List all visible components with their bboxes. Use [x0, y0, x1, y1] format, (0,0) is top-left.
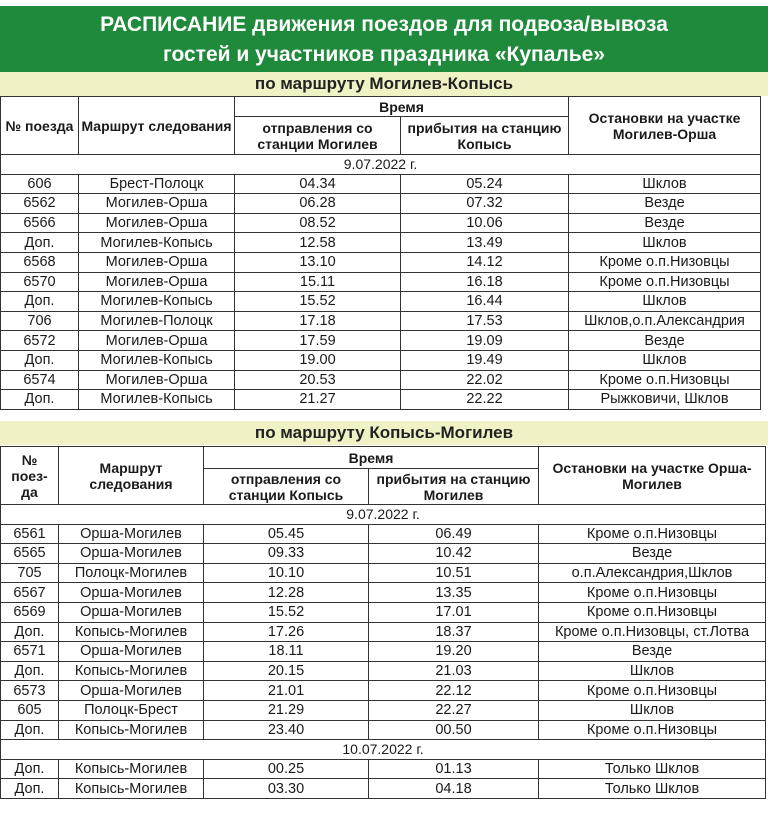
- arrival-cell: 17.53: [401, 311, 569, 331]
- stops-cell: Везде: [569, 213, 761, 233]
- table-row: [1, 583, 766, 603]
- date-row: 9.07.2022 г.: [1, 505, 766, 525]
- departure-cell: 21.27: [235, 390, 401, 410]
- route-cell: Могилев-Орша: [79, 194, 235, 214]
- arrival-cell: 18.37: [369, 622, 539, 642]
- arrival-cell: 17.01: [369, 602, 539, 622]
- route-cell: Могилев-Копысь: [79, 292, 235, 312]
- train-number-cell: 705: [1, 563, 59, 583]
- departure-cell: 08.52: [235, 213, 401, 233]
- stops-cell: Шклов: [539, 661, 766, 681]
- header-stops: Остановки на участке Орша-Могилев: [539, 447, 766, 505]
- arrival-cell: 22.22: [401, 390, 569, 410]
- table-row: [1, 524, 766, 544]
- table-row: [1, 292, 761, 312]
- table-row: [1, 350, 761, 370]
- departure-cell: 20.15: [204, 661, 369, 681]
- arrival-cell: 05.24: [401, 174, 569, 194]
- departure-cell: 20.53: [235, 370, 401, 390]
- stops-cell: Кроме о.п.Низовцы: [539, 681, 766, 701]
- train-number-cell: 6562: [1, 194, 79, 214]
- train-number-cell: 6569: [1, 602, 59, 622]
- stops-cell: Кроме о.п.Низовцы: [539, 602, 766, 622]
- header-route: Маршрут следования: [59, 447, 204, 505]
- arrival-cell: 10.06: [401, 213, 569, 233]
- table-row: [1, 370, 761, 390]
- departure-cell: 18.11: [204, 642, 369, 662]
- table-row: [1, 681, 766, 701]
- stops-cell: Везде: [539, 642, 766, 662]
- arrival-cell: 06.49: [369, 524, 539, 544]
- route-cell: Брест-Полоцк: [79, 174, 235, 194]
- arrival-cell: 01.13: [369, 759, 539, 779]
- train-number-cell: 6572: [1, 331, 79, 351]
- train-number-cell: 606: [1, 174, 79, 194]
- train-number-cell: Доп.: [1, 292, 79, 312]
- arrival-cell: 07.32: [401, 194, 569, 214]
- arrival-cell: 13.49: [401, 233, 569, 253]
- stops-cell: Кроме о.п.Низовцы: [569, 272, 761, 292]
- stops-cell: Рыжковичи, Шклов: [569, 390, 761, 410]
- table-row: [1, 700, 766, 720]
- departure-cell: 00.25: [204, 759, 369, 779]
- stops-cell: Шклов: [569, 233, 761, 253]
- departure-cell: 13.10: [235, 252, 401, 272]
- stops-cell: Только Шклов: [539, 759, 766, 779]
- route-cell: Могилев-Полоцк: [79, 311, 235, 331]
- departure-cell: 15.11: [235, 272, 401, 292]
- table-row: [1, 311, 761, 331]
- stops-cell: Кроме о.п.Низовцы: [539, 583, 766, 603]
- table-row: [1, 759, 766, 779]
- train-number-cell: Доп.: [1, 661, 59, 681]
- departure-cell: 03.30: [204, 779, 369, 799]
- departure-cell: 19.00: [235, 350, 401, 370]
- table-row: [1, 563, 766, 583]
- stops-cell: Кроме о.п.Низовцы: [539, 720, 766, 740]
- departure-cell: 09.33: [204, 544, 369, 564]
- route-cell: Орша-Могилев: [59, 524, 204, 544]
- route-cell: Орша-Могилев: [59, 602, 204, 622]
- departure-cell: 04.34: [235, 174, 401, 194]
- stops-cell: Шклов: [569, 292, 761, 312]
- route-cell: Копысь-Могилев: [59, 759, 204, 779]
- stops-cell: Везде: [569, 194, 761, 214]
- train-number-cell: Доп.: [1, 720, 59, 740]
- train-number-cell: 6570: [1, 272, 79, 292]
- stops-cell: Шклов: [539, 700, 766, 720]
- route-cell: Копысь-Могилев: [59, 720, 204, 740]
- stops-cell: Шклов: [569, 174, 761, 194]
- table-row: [1, 194, 761, 214]
- table-row: [1, 622, 766, 642]
- table-row: [1, 233, 761, 253]
- arrival-cell: 16.44: [401, 292, 569, 312]
- route-cell: Полоцк-Брест: [59, 700, 204, 720]
- header-arrival: прибытия на станцию Могилев: [369, 469, 539, 505]
- header-route: Маршрут следования: [79, 97, 235, 155]
- departure-cell: 12.58: [235, 233, 401, 253]
- train-number-cell: 6565: [1, 544, 59, 564]
- header-number: № поез- да: [1, 447, 59, 505]
- train-number-cell: Доп.: [1, 233, 79, 253]
- route-cell: Копысь-Могилев: [59, 779, 204, 799]
- train-number-cell: 6571: [1, 642, 59, 662]
- route-title-mogilev-kopys: по маршруту Могилев-Копысь: [0, 72, 768, 96]
- departure-cell: 23.40: [204, 720, 369, 740]
- table-row: [1, 602, 766, 622]
- departure-cell: 17.59: [235, 331, 401, 351]
- route-cell: Могилев-Орша: [79, 272, 235, 292]
- train-number-cell: 6568: [1, 252, 79, 272]
- arrival-cell: 22.12: [369, 681, 539, 701]
- arrival-cell: 19.09: [401, 331, 569, 351]
- date-row: [1, 740, 766, 760]
- arrival-cell: 13.35: [369, 583, 539, 603]
- departure-cell: 15.52: [235, 292, 401, 312]
- train-number-cell: Доп.: [1, 779, 59, 799]
- table-row: [1, 252, 761, 272]
- stops-cell: Шклов: [569, 350, 761, 370]
- date-cell: 10.07.2022 г.: [1, 740, 766, 760]
- route-cell: Могилев-Орша: [79, 213, 235, 233]
- train-number-cell: 6567: [1, 583, 59, 603]
- arrival-cell: 04.18: [369, 779, 539, 799]
- header-time: Время: [235, 97, 569, 117]
- arrival-cell: 21.03: [369, 661, 539, 681]
- departure-cell: 06.28: [235, 194, 401, 214]
- arrival-cell: 19.20: [369, 642, 539, 662]
- table-row: [1, 779, 766, 799]
- header-departure: отправления со станции Могилев: [235, 117, 401, 155]
- table-row: [1, 331, 761, 351]
- arrival-cell: 00.50: [369, 720, 539, 740]
- schedule-title: [0, 6, 768, 72]
- departure-cell: 05.45: [204, 524, 369, 544]
- stops-cell: о.п.Александрия,Шклов: [539, 563, 766, 583]
- route-cell: Полоцк-Могилев: [59, 563, 204, 583]
- departure-cell: 12.28: [204, 583, 369, 603]
- departure-cell: 21.01: [204, 681, 369, 701]
- table-row: [1, 272, 761, 292]
- stops-cell: Шклов,о.п.Александрия: [569, 311, 761, 331]
- table-row: [1, 642, 766, 662]
- title-line-2: гостей и участников праздника «Купалье»: [162, 43, 606, 66]
- table-row: [1, 661, 766, 681]
- route-cell: Копысь-Могилев: [59, 661, 204, 681]
- route-cell: Могилев-Копысь: [79, 233, 235, 253]
- arrival-cell: 14.12: [401, 252, 569, 272]
- stops-cell: Только Шклов: [539, 779, 766, 799]
- departure-cell: 10.10: [204, 563, 369, 583]
- stops-cell: Кроме о.п.Низовцы: [569, 252, 761, 272]
- header-time: Время: [204, 447, 539, 469]
- stops-cell: Кроме о.п.Низовцы: [539, 524, 766, 544]
- departure-cell: 17.26: [204, 622, 369, 642]
- table-row: [1, 390, 761, 410]
- stops-cell: Везде: [539, 544, 766, 564]
- route-cell: Могилев-Копысь: [79, 350, 235, 370]
- schedule-table-mogilev-kopys: [0, 96, 761, 410]
- train-number-cell: Доп.: [1, 759, 59, 779]
- train-number-cell: 6566: [1, 213, 79, 233]
- route-cell: Могилев-Орша: [79, 370, 235, 390]
- departure-cell: 15.52: [204, 602, 369, 622]
- train-number-cell: 6561: [1, 524, 59, 544]
- train-number-cell: 706: [1, 311, 79, 331]
- train-number-cell: Доп.: [1, 390, 79, 410]
- route-cell: Могилев-Орша: [79, 252, 235, 272]
- header-stops: Остановки на участке Могилев-Орша: [569, 97, 761, 155]
- stops-cell: Кроме о.п.Низовцы: [569, 370, 761, 390]
- train-number-cell: Доп.: [1, 350, 79, 370]
- route-cell: Могилев-Орша: [79, 331, 235, 351]
- table-row: [1, 544, 766, 564]
- route-cell: Орша-Могилев: [59, 583, 204, 603]
- route-cell: Орша-Могилев: [59, 681, 204, 701]
- schedule-table-kopys-mogilev: [0, 446, 766, 799]
- departure-cell: 17.18: [235, 311, 401, 331]
- arrival-cell: 19.49: [401, 350, 569, 370]
- route-cell: Могилев-Копысь: [79, 390, 235, 410]
- arrival-cell: 22.27: [369, 700, 539, 720]
- title-line-1: РАСПИСАНИЕ движения поездов для подвоза/вывоза: [100, 13, 668, 36]
- table-row: [1, 174, 761, 194]
- train-number-cell: 605: [1, 700, 59, 720]
- route-cell: Копысь-Могилев: [59, 622, 204, 642]
- stops-cell: Кроме о.п.Низовцы, ст.Лотва: [539, 622, 766, 642]
- header-arrival: прибытия на станцию Копысь: [401, 117, 569, 155]
- route-title-kopys-mogilev: по маршруту Копысь-Могилев: [0, 421, 768, 445]
- route-cell: Орша-Могилев: [59, 544, 204, 564]
- arrival-cell: 10.42: [369, 544, 539, 564]
- stops-cell: Везде: [569, 331, 761, 351]
- departure-cell: 21.29: [204, 700, 369, 720]
- train-number-cell: 6574: [1, 370, 79, 390]
- header-number: № поезда: [1, 97, 79, 155]
- arrival-cell: 10.51: [369, 563, 539, 583]
- date-row: 9.07.2022 г.: [1, 155, 761, 175]
- arrival-cell: 16.18: [401, 272, 569, 292]
- train-number-cell: Доп.: [1, 622, 59, 642]
- header-departure: отправления со станции Копысь: [204, 469, 369, 505]
- train-number-cell: 6573: [1, 681, 59, 701]
- arrival-cell: 22.02: [401, 370, 569, 390]
- table-row: [1, 213, 761, 233]
- route-cell: Орша-Могилев: [59, 642, 204, 662]
- table-row: [1, 720, 766, 740]
